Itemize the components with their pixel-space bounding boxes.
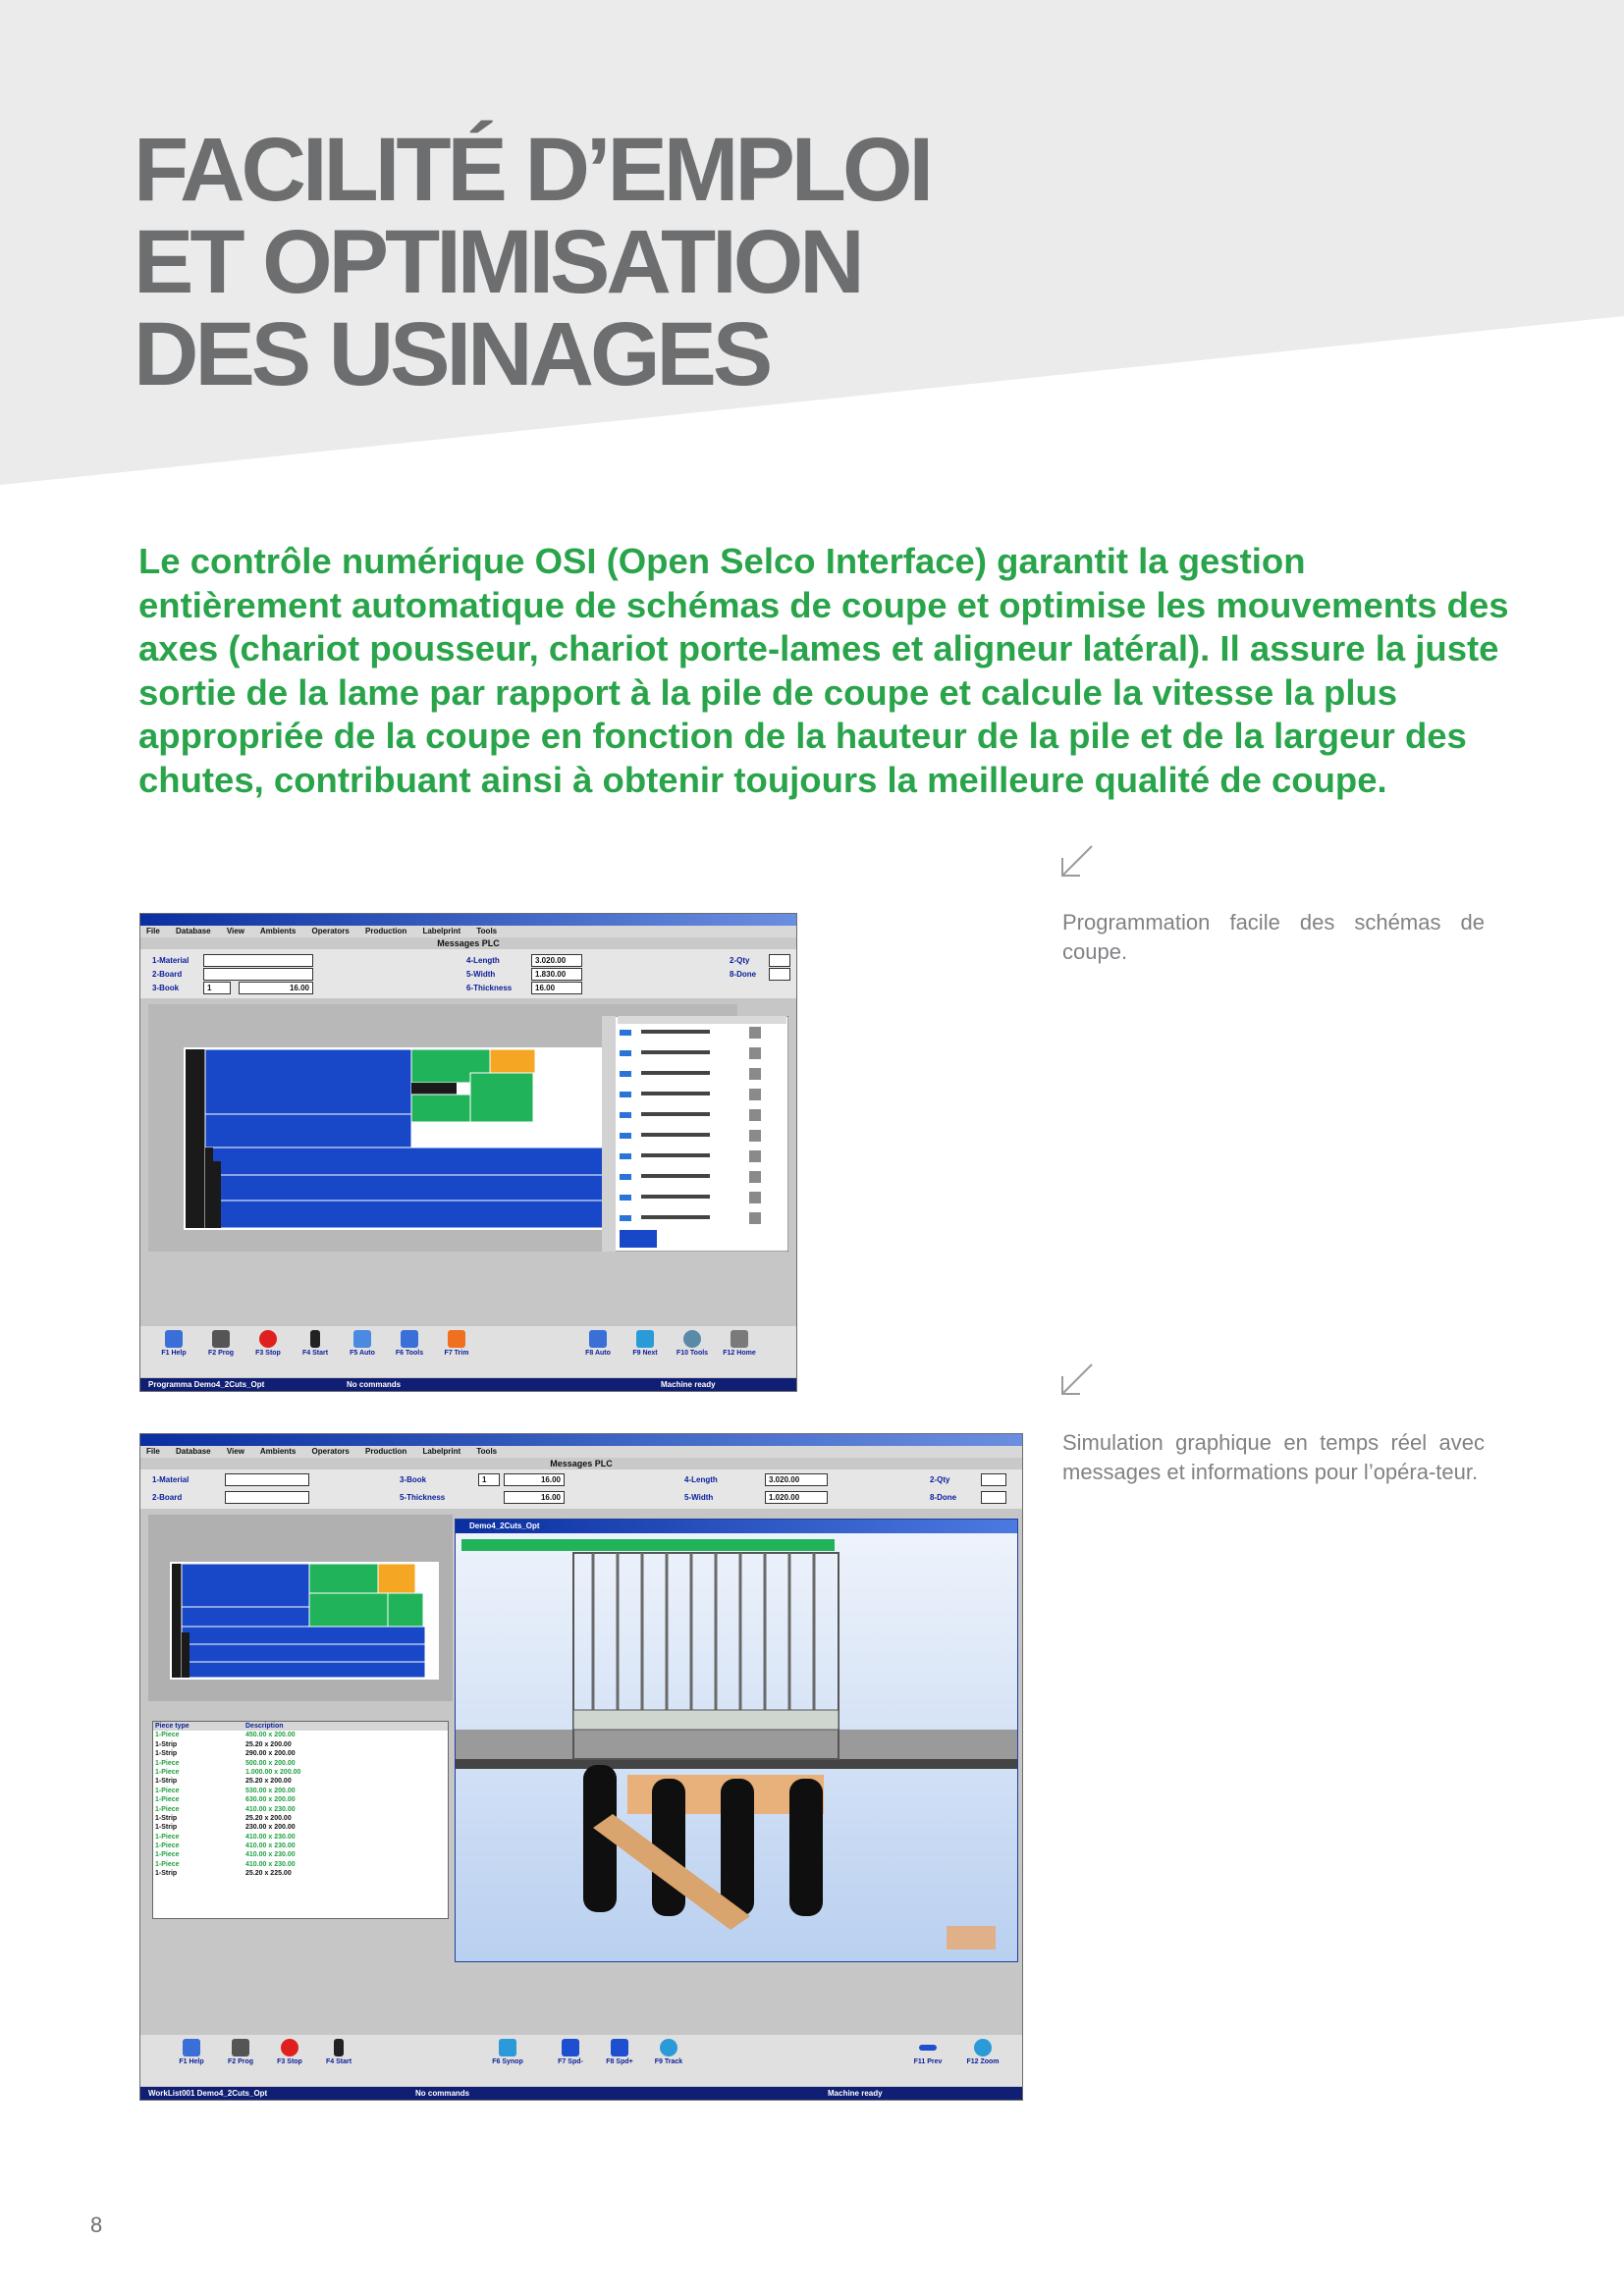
f1-help-button[interactable]: F1 Help — [152, 1330, 195, 1357]
thickness-label: 6-Thickness — [466, 984, 513, 992]
width-field[interactable]: 1.020.00 — [765, 1491, 828, 1504]
window-titlebar — [140, 914, 796, 926]
f6-tools-button[interactable]: F6 Tools — [388, 1330, 431, 1357]
menu-bar — [140, 926, 796, 937]
status-program: Programma Demo4_2Cuts_Opt — [148, 1380, 265, 1389]
stop-icon — [281, 2039, 298, 2056]
length-field[interactable]: 3.020.00 — [531, 954, 582, 967]
stop-icon — [259, 1330, 277, 1348]
piece-type: 1-Piece — [155, 1787, 180, 1794]
menu-item-file[interactable]: File — [146, 927, 160, 935]
f7-trim-button[interactable]: F7 Trim — [435, 1330, 478, 1357]
piece-description: 500.00 x 200.00 — [245, 1759, 296, 1767]
menu-item-ambients[interactable]: Ambients — [259, 927, 297, 935]
qty-label: 2-Qty — [730, 956, 750, 965]
list-item[interactable] — [153, 1869, 448, 1878]
board-field[interactable] — [203, 968, 313, 981]
thickness-label: 5-Thickness — [400, 1493, 446, 1502]
piece-description: 410.00 x 230.00 — [245, 1860, 296, 1868]
done-label: 8-Done — [730, 970, 757, 979]
title-line-3: DES USINAGES — [134, 304, 770, 404]
length-field[interactable]: 3.020.00 — [765, 1473, 828, 1486]
list-item[interactable] — [153, 1795, 448, 1804]
done-field[interactable] — [769, 968, 790, 981]
camera-icon — [232, 2039, 249, 2056]
screenshot-programming — [139, 913, 797, 1392]
list-item[interactable] — [153, 1759, 448, 1768]
machine-3d-view — [456, 1533, 1017, 1961]
menu-item-file[interactable]: File — [146, 1447, 160, 1456]
f3-stop-button[interactable]: F3 Stop — [268, 2039, 311, 2065]
intro-paragraph: Le contrôle numérique OSI (Open Selco Interface) garantit la gestion entièrement automatique de schémas de coupe et optimise les mouvements des axes (chariot pousseur, chariot porte-lames et aligneur latéral). Il assure la juste sortie de la lame par rapport à la pile de coupe et calcule la vitesse la plus appropriée de la coupe en fonction de la hauteur de la pile et de la largeur des chutes, contribuant ainsi à obtenir toujours la meilleure qualité de coupe. — [138, 541, 1509, 800]
board-label: 2-Board — [152, 970, 183, 979]
piece-type: 1-Strip — [155, 1750, 178, 1758]
done-field[interactable] — [981, 1491, 1006, 1504]
list-item[interactable] — [153, 1787, 448, 1795]
cut-list-panel — [602, 1016, 788, 1252]
piece-description: 230.00 x 200.00 — [245, 1824, 296, 1832]
cutting-pattern-diagram — [148, 1515, 453, 1701]
status-machine: Machine ready — [828, 2089, 883, 2098]
menu-item-production[interactable]: Production — [365, 1447, 407, 1456]
piece-type: 1-Piece — [155, 1860, 180, 1868]
wrench-icon — [353, 1330, 371, 1348]
piece-description: 530.00 x 200.00 — [245, 1787, 296, 1794]
qty-label: 2-Qty — [930, 1475, 950, 1484]
screenshot-simulation — [139, 1433, 1023, 2101]
board-label: 2-Board — [152, 1493, 183, 1502]
page-title — [134, 120, 931, 404]
simulation-window-title: Demo4_2Cuts_Opt — [456, 1520, 1017, 1533]
piece-list-header — [153, 1722, 448, 1731]
f9-track-button[interactable]: F9 Track — [647, 2039, 690, 2065]
track-icon — [660, 2039, 677, 2056]
arrow-down-left-icon — [1058, 844, 1094, 880]
material-label: 1-Material — [152, 956, 189, 965]
messages-bar: Messages PLC — [140, 1458, 1022, 1469]
f7-speed-down-button[interactable]: F7 Spd- — [549, 2039, 592, 2065]
thickness-field[interactable]: 16.00 — [531, 982, 582, 994]
f12-zoom-button[interactable]: F12 Zoom — [961, 2039, 1004, 2065]
f12-home-button[interactable]: F12 Home — [718, 1330, 761, 1357]
piece-type: 1-Strip — [155, 1870, 178, 1878]
list-item[interactable] — [153, 1749, 448, 1758]
synoptic-icon — [499, 2039, 516, 2056]
piece-description: 410.00 x 230.00 — [245, 1833, 296, 1841]
width-label: 5-Width — [466, 970, 496, 979]
header-piece-type: Piece type — [155, 1723, 189, 1730]
piece-description: 25.20 x 200.00 — [245, 1814, 292, 1822]
list-item[interactable] — [153, 1740, 448, 1749]
rewind-icon — [562, 2039, 579, 2056]
piece-description: 290.00 x 200.00 — [245, 1750, 296, 1758]
traffic-light-icon — [334, 2039, 344, 2056]
book-label: 3-Book — [152, 984, 180, 992]
piece-type: 1-Piece — [155, 1768, 180, 1776]
list-item[interactable] — [153, 1860, 448, 1869]
done-label: 8-Done — [930, 1493, 957, 1502]
window-titlebar — [140, 1434, 1022, 1446]
piece-type: 1-Piece — [155, 1842, 180, 1850]
menu-bar — [140, 1446, 1022, 1458]
f8-auto-button[interactable]: F8 Auto — [576, 1330, 620, 1357]
title-line-2: ET OPTIMISATION — [134, 212, 861, 312]
list-item[interactable] — [153, 1842, 448, 1850]
f3-stop-button[interactable]: F3 Stop — [246, 1330, 290, 1357]
f6-synop-button[interactable]: F6 Synop — [486, 2039, 529, 2065]
menu-item-tools[interactable]: Tools — [476, 927, 498, 935]
piece-list — [152, 1721, 449, 1919]
messages-bar: Messages PLC — [140, 937, 796, 949]
caption-programming: Programmation facile des schémas de coupe. — [1062, 910, 1485, 964]
caption-simulation: Simulation graphique en temps réel avec messages et informations pour l’opéra-teur. — [1062, 1430, 1485, 1484]
f9-next-button[interactable]: F9 Next — [623, 1330, 667, 1357]
menu-item-operators[interactable]: Operators — [311, 1447, 350, 1456]
piece-description: 450.00 x 200.00 — [245, 1732, 296, 1739]
status-commands: No commands — [347, 1380, 402, 1389]
status-machine: Machine ready — [661, 1380, 716, 1389]
length-label: 4-Length — [466, 956, 500, 965]
f4-start-button[interactable]: F4 Start — [294, 1330, 337, 1357]
list-item[interactable] — [153, 1814, 448, 1823]
book-field[interactable]: 1 — [478, 1473, 500, 1486]
help-icon — [165, 1330, 183, 1348]
width-field[interactable]: 1.830.00 — [531, 968, 582, 981]
menu-item-operators[interactable]: Operators — [311, 927, 350, 935]
piece-type: 1-Strip — [155, 1778, 178, 1786]
fast-forward-icon — [611, 2039, 628, 2056]
menu-item-view[interactable]: View — [226, 1447, 244, 1456]
menu-item-view[interactable]: View — [226, 927, 244, 935]
f10-tools-button[interactable]: F10 Tools — [671, 1330, 714, 1357]
piece-type: 1-Strip — [155, 1824, 178, 1832]
list-item[interactable] — [153, 1777, 448, 1786]
menu-item-ambients[interactable]: Ambients — [259, 1447, 297, 1456]
help-icon — [183, 2039, 200, 2056]
arrow-left-icon — [919, 2045, 937, 2051]
camera-icon — [212, 1330, 230, 1348]
book-field[interactable]: 1 — [203, 982, 231, 994]
piece-description: 410.00 x 230.00 — [245, 1842, 296, 1850]
menu-item-database[interactable]: Database — [176, 1447, 211, 1456]
arrow-down-left-icon — [1058, 1362, 1094, 1398]
f5-auto-button[interactable]: F5 Auto — [341, 1330, 384, 1357]
globe-icon — [683, 1330, 701, 1348]
board-field[interactable] — [225, 1491, 309, 1504]
piece-description: 1.000.00 x 200.00 — [245, 1768, 301, 1776]
piece-description: 25.20 x 200.00 — [245, 1740, 292, 1748]
page-number: 8 — [90, 2213, 103, 2237]
f2-prog-button[interactable]: F2 Prog — [199, 1330, 243, 1357]
title-line-1: FACILITÉ D’EMPLOI — [134, 120, 931, 220]
qty-field[interactable] — [981, 1473, 1006, 1486]
book-label: 3-Book — [400, 1475, 427, 1484]
status-bar — [140, 1378, 796, 1391]
menu-item-production[interactable]: Production — [365, 927, 407, 935]
traffic-light-icon — [310, 1330, 320, 1348]
piece-list-rows — [153, 1731, 448, 1878]
menu-item-labelprint[interactable]: Labelprint — [422, 927, 461, 935]
list-item[interactable] — [153, 1731, 448, 1739]
f1-help-button[interactable]: F1 Help — [170, 2039, 213, 2065]
trim-icon — [448, 1330, 465, 1348]
magnifier-icon — [974, 2039, 992, 2056]
piece-type: 1-Piece — [155, 1851, 180, 1859]
piece-type: 1-Strip — [155, 1814, 178, 1822]
list-item[interactable] — [153, 1768, 448, 1777]
piece-description: 25.20 x 200.00 — [245, 1778, 292, 1786]
status-commands: No commands — [415, 2089, 470, 2098]
menu-item-tools[interactable]: Tools — [476, 1447, 498, 1456]
list-item[interactable] — [153, 1833, 448, 1842]
menu-item-database[interactable]: Database — [176, 927, 211, 935]
piece-type: 1-Strip — [155, 1740, 178, 1748]
f2-prog-button[interactable]: F2 Prog — [219, 2039, 262, 2065]
piece-description: 410.00 x 230.00 — [245, 1851, 296, 1859]
list-item[interactable] — [153, 1805, 448, 1814]
list-item[interactable] — [153, 1850, 448, 1859]
piece-description: 630.00 x 200.00 — [245, 1796, 296, 1804]
f4-start-button[interactable]: F4 Start — [317, 2039, 360, 2065]
menu-item-labelprint[interactable]: Labelprint — [422, 1447, 461, 1456]
machine-icon — [589, 1330, 607, 1348]
piece-type: 1-Piece — [155, 1732, 180, 1739]
material-field[interactable] — [203, 954, 313, 967]
list-item[interactable] — [153, 1823, 448, 1832]
tools-icon — [401, 1330, 418, 1348]
book-extra-field[interactable]: 16.00 — [504, 1473, 565, 1486]
length-label: 4-Length — [684, 1475, 718, 1484]
piece-description: 410.00 x 230.00 — [245, 1805, 296, 1813]
piece-type: 1-Piece — [155, 1759, 180, 1767]
f8-speed-up-button[interactable]: F8 Spd+ — [598, 2039, 641, 2065]
material-field[interactable] — [225, 1473, 309, 1486]
width-label: 5-Width — [684, 1493, 714, 1502]
thickness-field[interactable]: 16.00 — [504, 1491, 565, 1504]
piece-type: 1-Piece — [155, 1833, 180, 1841]
qty-field[interactable] — [769, 954, 790, 967]
status-bar — [140, 2087, 1022, 2100]
refresh-icon — [636, 1330, 654, 1348]
f11-prev-button[interactable]: F11 Prev — [906, 2039, 949, 2065]
simulation-window — [455, 1519, 1018, 1962]
header-description: Description — [245, 1723, 284, 1730]
book-extra-field[interactable]: 16.00 — [239, 982, 313, 994]
home-icon — [731, 1330, 748, 1348]
piece-type: 1-Piece — [155, 1805, 180, 1813]
piece-type: 1-Piece — [155, 1796, 180, 1804]
piece-description: 25.20 x 225.00 — [245, 1870, 292, 1878]
material-label: 1-Material — [152, 1475, 189, 1484]
status-program: WorkList001 Demo4_2Cuts_Opt — [148, 2089, 268, 2098]
